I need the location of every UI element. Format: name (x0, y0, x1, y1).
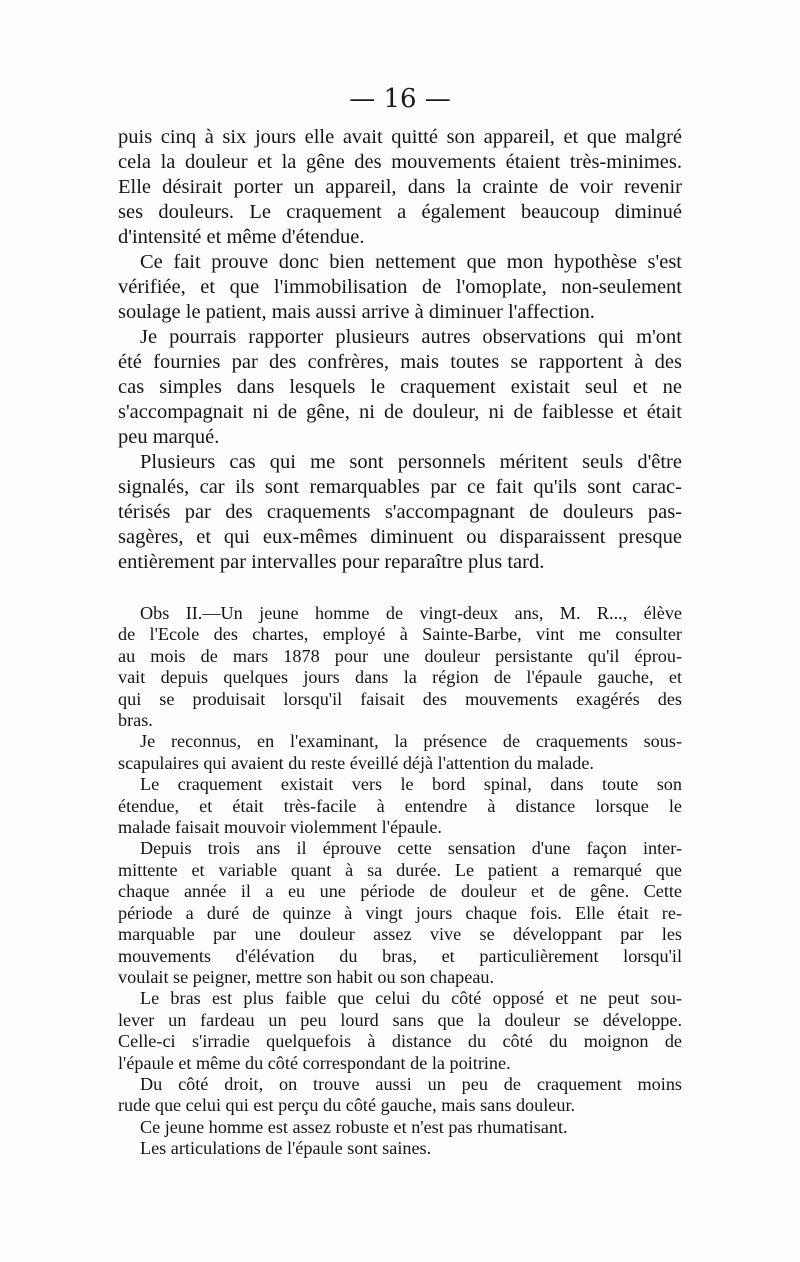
text-line: Le bras est plus faible que celui du côté opposé et ne peut sou- (140, 988, 682, 1009)
text-line: malade faisait mouvoir violemment l'épaule. (118, 817, 442, 838)
text-line: lever un fardeau un peu lourd sans que la douleur se développe. (118, 1009, 682, 1030)
text-line: Je reconnus, en l'examinant, la présence de craquements sous- (140, 731, 682, 752)
text-line: signalés, car ils sont remarquables par ce fait qu'ils sont carac- (118, 476, 682, 498)
text-line: mittente et variable quant à sa durée. Le patient a remarqué que (118, 859, 682, 880)
text-line: Le craquement existait vers le bord spinal, dans toute son (140, 774, 682, 795)
text-line: vérifiée, et que l'immobilisation de l'omoplate, non-seulement (118, 276, 682, 298)
text-line: puis cinq à six jours elle avait quitté son appareil, et que malgré (118, 126, 682, 148)
text-line: entièrement par intervalles pour reparaître plus tard. (118, 551, 545, 573)
text-line: période a duré de quinze à vingt jours chaque fois. Elle était re- (118, 902, 682, 923)
text-line: été fournies par des confrères, mais toutes se rapportent à des (118, 351, 682, 373)
text-line: Je pourrais rapporter plusieurs autres observations qui m'ont (140, 326, 682, 348)
text-line: soulage le patient, mais aussi arrive à diminuer l'affection. (118, 301, 595, 323)
text-line: étendue, et était très-facile à entendre à distance lorsque le (118, 795, 682, 816)
text-line: sagères, et qui eux-mêmes diminuent ou disparaissent presque (118, 526, 682, 548)
text-line: Elle désirait porter un appareil, dans la crainte de voir revenir (118, 176, 682, 198)
text-line: d'intensité et même d'étendue. (118, 226, 365, 248)
text-line: qui se produisait lorsqu'il faisait des mouvements exagérés des (118, 688, 682, 709)
text-line: vait depuis quelques jours dans la région de l'épaule gauche, et (118, 667, 682, 688)
page-body (118, 125, 682, 1159)
observation-section (118, 603, 682, 1160)
text-line: de l'Ecole des chartes, employé à Sainte-Barbe, vint me consulter (118, 624, 682, 645)
text-line: Du côté droit, on trouve aussi un peu de craquement moins (140, 1073, 682, 1094)
text-line: bras. (118, 710, 153, 731)
text-line: Obs II.—Un jeune homme de vingt-deux ans, M. R..., élève (140, 603, 682, 623)
text-line: rude que celui qui est perçu du côté gauche, mais sans douleur. (118, 1095, 576, 1116)
text-line: Ce jeune homme est assez robuste et n'est pas rhumatisant. (140, 1116, 568, 1137)
text-line: voulait se peigner, mettre son habit ou son chapeau. (118, 966, 495, 987)
text-line: peu marqué. (118, 426, 220, 448)
page-number: — 16 — (349, 84, 451, 114)
text-line: au mois de mars 1878 pour une douleur persistante qu'il éprou- (118, 645, 682, 666)
text-line: l'épaule et même du côté correspondant de la poitrine. (118, 1052, 511, 1073)
text-line: Celle-ci s'irradie quelquefois à distance du côté du moignon de (118, 1031, 682, 1052)
text-line: Ce fait prouve donc bien nettement que mon hypothèse s'est (140, 251, 682, 273)
main-text-section (118, 125, 682, 575)
text-line: chaque année il a eu une période de douleur et de gêne. Cette (118, 881, 682, 902)
text-line: Les articulations de l'épaule sont saines. (140, 1138, 432, 1159)
text-line: Plusieurs cas qui me sont personnels méritent seuls d'être (140, 451, 682, 473)
text-line: térisés par des craquements s'accompagnant de douleurs pas- (118, 501, 682, 523)
text-line: marquable par une douleur assez vive se développant par les (118, 924, 682, 945)
text-line: cas simples dans lesquels le craquement existait seul et ne (118, 376, 682, 398)
text-line: scapulaires qui avaient du reste éveillé déjà l'attention du malade. (118, 752, 594, 773)
text-line: cela la douleur et la gêne des mouvements étaient très-minimes. (118, 151, 682, 173)
text-line: ses douleurs. Le craquement a également beaucoup diminué (118, 201, 682, 223)
text-line: s'accompagnait ni de gêne, ni de douleur, ni de faiblesse et était (118, 401, 682, 423)
text-line: mouvements d'élévation du bras, et particulièrement lorsqu'il (118, 945, 682, 966)
text-line: Depuis trois ans il éprouve cette sensation d'une façon inter- (140, 838, 682, 859)
